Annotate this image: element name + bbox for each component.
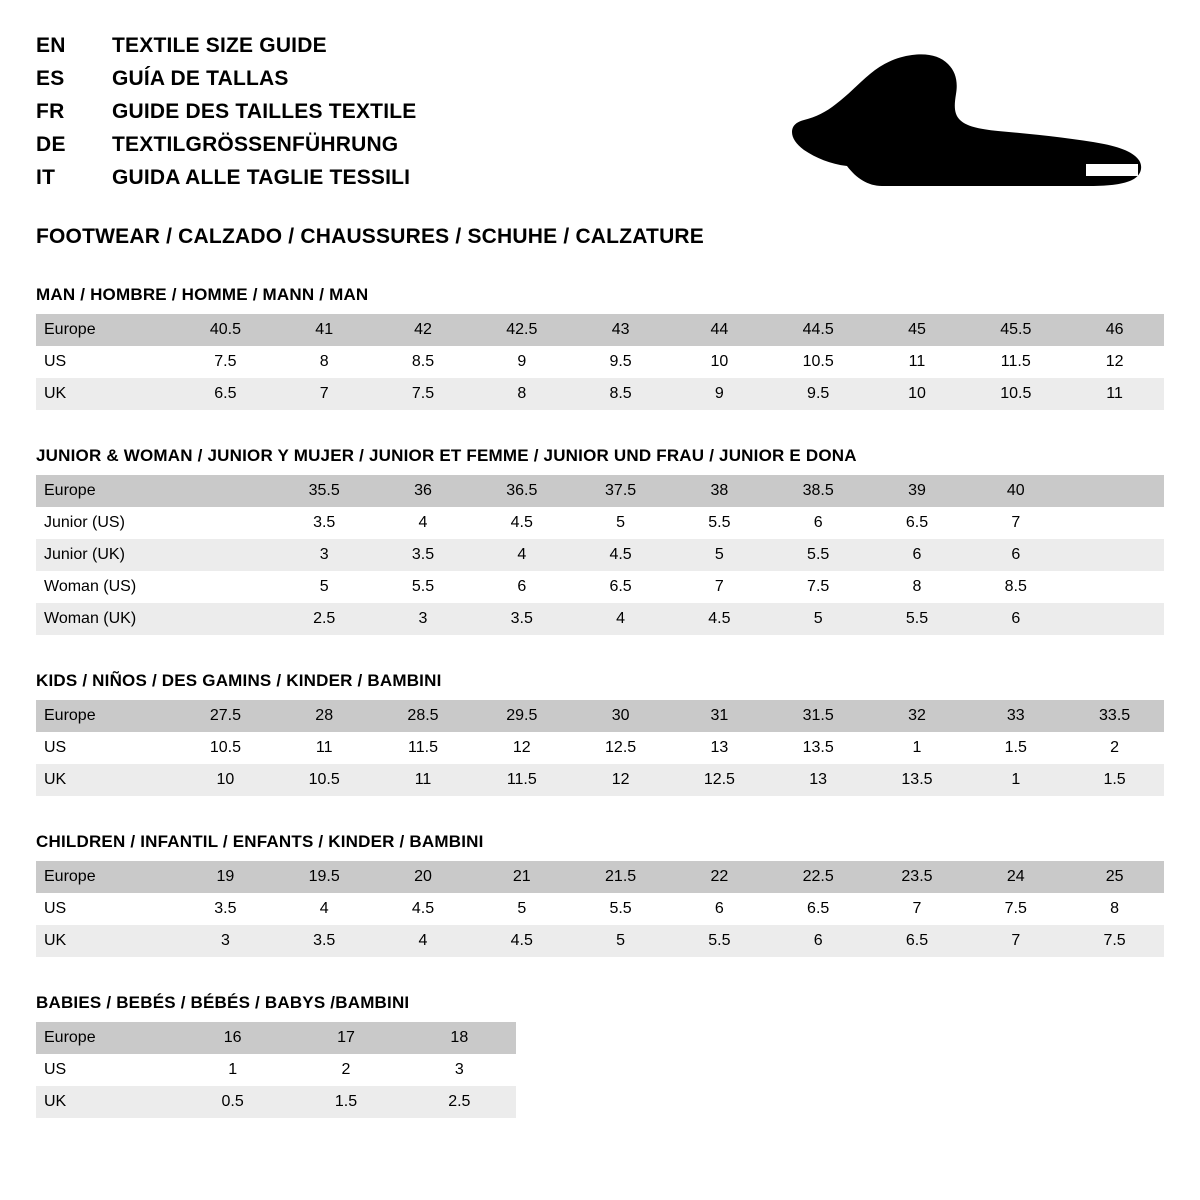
table-row	[36, 1054, 516, 1086]
cell: 13.5	[868, 764, 967, 796]
table-row	[36, 475, 1164, 507]
cell: 7.5	[1065, 925, 1164, 957]
cell: 3	[403, 1054, 516, 1086]
cell: 4	[571, 603, 670, 635]
cell: 0.5	[176, 1086, 289, 1118]
cell: 6	[670, 893, 769, 925]
cell: 3	[176, 925, 275, 957]
cell: 11	[868, 346, 967, 378]
cell: 10.5	[966, 378, 1065, 410]
cell: 1	[966, 764, 1065, 796]
cell: 2	[1065, 732, 1164, 764]
cell: 6	[966, 539, 1065, 571]
cell: 12.5	[571, 732, 670, 764]
cell: 2.5	[403, 1086, 516, 1118]
cell: 39	[868, 475, 967, 507]
table-row	[36, 571, 1164, 603]
cell: 36	[374, 475, 473, 507]
cell: 42.5	[472, 314, 571, 346]
cell: 11	[1065, 378, 1164, 410]
cell: 5	[472, 893, 571, 925]
cell: 10.5	[275, 764, 374, 796]
cell: 45.5	[966, 314, 1065, 346]
row-label: Europe	[36, 861, 176, 893]
cell: 45	[868, 314, 967, 346]
cell: 31	[670, 700, 769, 732]
cell: 12	[1065, 346, 1164, 378]
section-title: BABIES / BEBÉS / BÉBÉS / BABYS /BAMBINI	[36, 993, 410, 1012]
cell: 19	[176, 861, 275, 893]
cell: 7	[670, 571, 769, 603]
table-row	[36, 378, 1164, 410]
cell: 6	[868, 539, 967, 571]
section-title: JUNIOR & WOMAN / JUNIOR Y MUJER / JUNIOR ET FEMME / JUNIOR UND FRAU / JUNIOR E DONA	[36, 446, 857, 465]
cell: 11.5	[374, 732, 473, 764]
dress-shoe-icon	[786, 52, 1146, 192]
row-label: US	[36, 732, 176, 764]
cell: 40	[966, 475, 1065, 507]
cell: 5.5	[571, 893, 670, 925]
section-children	[36, 832, 1164, 957]
cell: 8.5	[966, 571, 1065, 603]
cell: 23.5	[868, 861, 967, 893]
cell	[176, 539, 275, 571]
cell	[1065, 539, 1164, 571]
cell: 7	[275, 378, 374, 410]
cell: 22	[670, 861, 769, 893]
cell: 4.5	[670, 603, 769, 635]
cell: 31.5	[769, 700, 868, 732]
row-label: UK	[36, 1086, 176, 1118]
size-table-junior-woman	[36, 475, 1164, 635]
cell: 7	[966, 925, 1065, 957]
cell: 5.5	[670, 507, 769, 539]
cell: 29.5	[472, 700, 571, 732]
cell: 3.5	[472, 603, 571, 635]
cell	[176, 475, 275, 507]
section-man	[36, 285, 1164, 410]
cell: 20	[374, 861, 473, 893]
row-label: UK	[36, 378, 176, 410]
cell: 38	[670, 475, 769, 507]
cell: 1.5	[289, 1086, 402, 1118]
row-label: UK	[36, 764, 176, 796]
cell: 9	[472, 346, 571, 378]
cell: 7	[868, 893, 967, 925]
cell: 3.5	[275, 507, 374, 539]
table-row	[36, 539, 1164, 571]
row-label: Junior (UK)	[36, 539, 176, 571]
cell: 10.5	[769, 346, 868, 378]
language-code: EN	[36, 34, 66, 57]
table-row	[36, 861, 1164, 893]
cell: 4	[472, 539, 571, 571]
row-label: US	[36, 893, 176, 925]
cell: 11	[374, 764, 473, 796]
cell: 8	[472, 378, 571, 410]
cell: 12	[472, 732, 571, 764]
cell: 30	[571, 700, 670, 732]
row-label: Woman (UK)	[36, 603, 176, 635]
table-row	[36, 764, 1164, 796]
header	[36, 34, 1164, 249]
language-code: IT	[36, 166, 56, 189]
table-row	[36, 700, 1164, 732]
cell	[176, 603, 275, 635]
row-label: US	[36, 346, 176, 378]
cell: 35.5	[275, 475, 374, 507]
cell: 5.5	[670, 925, 769, 957]
cell: 9.5	[571, 346, 670, 378]
row-label: US	[36, 1054, 176, 1086]
language-title: TEXTILE SIZE GUIDE	[112, 34, 327, 57]
cell: 28.5	[374, 700, 473, 732]
cell: 10.5	[176, 732, 275, 764]
cell: 44	[670, 314, 769, 346]
cell: 8.5	[374, 346, 473, 378]
cell: 10	[176, 764, 275, 796]
cell: 3.5	[275, 925, 374, 957]
cell: 6.5	[868, 507, 967, 539]
cell: 4	[374, 925, 473, 957]
cell: 28	[275, 700, 374, 732]
cell: 1.5	[1065, 764, 1164, 796]
cell: 27.5	[176, 700, 275, 732]
section-junior-woman	[36, 446, 1164, 635]
cell: 6	[966, 603, 1065, 635]
table-row	[36, 507, 1164, 539]
section-title: CHILDREN / INFANTIL / ENFANTS / KINDER / BAMBINI	[36, 832, 484, 851]
cell: 12	[571, 764, 670, 796]
table-row	[36, 1086, 516, 1118]
cell: 8.5	[571, 378, 670, 410]
cell: 6.5	[769, 893, 868, 925]
cell: 4.5	[374, 893, 473, 925]
cell: 4.5	[472, 507, 571, 539]
language-title: TEXTILGRÖSSENFÜHRUNG	[112, 133, 399, 156]
cell: 11.5	[472, 764, 571, 796]
cell: 7.5	[769, 571, 868, 603]
cell: 6	[472, 571, 571, 603]
cell: 8	[868, 571, 967, 603]
cell: 44.5	[769, 314, 868, 346]
cell: 7	[966, 507, 1065, 539]
section-title: KIDS / NIÑOS / DES GAMINS / KINDER / BAMBINI	[36, 671, 442, 690]
row-label: Europe	[36, 314, 176, 346]
section-babies	[36, 993, 1164, 1118]
cell: 5	[571, 507, 670, 539]
cell: 13.5	[769, 732, 868, 764]
table-row	[36, 314, 1164, 346]
cell: 6.5	[176, 378, 275, 410]
cell: 4.5	[472, 925, 571, 957]
cell: 13	[670, 732, 769, 764]
cell: 12.5	[670, 764, 769, 796]
row-label: Europe	[36, 1022, 176, 1054]
cell: 6.5	[868, 925, 967, 957]
cell: 5.5	[374, 571, 473, 603]
cell: 40.5	[176, 314, 275, 346]
cell: 3	[275, 539, 374, 571]
table-row	[36, 603, 1164, 635]
cell: 7.5	[374, 378, 473, 410]
cell: 13	[769, 764, 868, 796]
cell	[1065, 603, 1164, 635]
cell: 32	[868, 700, 967, 732]
table-row	[36, 1022, 516, 1054]
language-code: ES	[36, 67, 65, 90]
cell: 11.5	[966, 346, 1065, 378]
cell: 18	[403, 1022, 516, 1054]
language-code: FR	[36, 100, 65, 123]
cell: 42	[374, 314, 473, 346]
section-title: MAN / HOMBRE / HOMME / MANN / MAN	[36, 285, 369, 304]
cell: 21.5	[571, 861, 670, 893]
cell: 1	[176, 1054, 289, 1086]
table-row	[36, 893, 1164, 925]
cell	[176, 507, 275, 539]
cell: 6	[769, 507, 868, 539]
row-label: Junior (US)	[36, 507, 176, 539]
language-title: GUIDA ALLE TAGLIE TESSILI	[112, 166, 411, 189]
cell: 11	[275, 732, 374, 764]
size-table-kids	[36, 700, 1164, 796]
cell: 4	[275, 893, 374, 925]
cell: 10	[868, 378, 967, 410]
table-row	[36, 346, 1164, 378]
cell: 5.5	[769, 539, 868, 571]
cell: 4.5	[571, 539, 670, 571]
language-title: GUIDE DES TAILLES TEXTILE	[112, 100, 417, 123]
size-table-babies	[36, 1022, 516, 1118]
cell: 2.5	[275, 603, 374, 635]
cell: 5	[670, 539, 769, 571]
cell: 5.5	[868, 603, 967, 635]
cell: 3	[374, 603, 473, 635]
cell: 33.5	[1065, 700, 1164, 732]
cell	[1065, 475, 1164, 507]
row-label: Europe	[36, 700, 176, 732]
cell: 6	[769, 925, 868, 957]
cell: 8	[275, 346, 374, 378]
cell	[176, 571, 275, 603]
cell: 7.5	[176, 346, 275, 378]
cell: 22.5	[769, 861, 868, 893]
cell: 38.5	[769, 475, 868, 507]
cell: 17	[289, 1022, 402, 1054]
cell: 6.5	[571, 571, 670, 603]
cell: 8	[1065, 893, 1164, 925]
cell: 5	[275, 571, 374, 603]
table-row	[36, 925, 1164, 957]
cell: 1.5	[966, 732, 1065, 764]
cell: 43	[571, 314, 670, 346]
language-code: DE	[36, 133, 66, 156]
section-kids	[36, 671, 1164, 796]
cell: 9	[670, 378, 769, 410]
cell: 24	[966, 861, 1065, 893]
cell: 41	[275, 314, 374, 346]
row-label: UK	[36, 925, 176, 957]
language-title: GUÍA DE TALLAS	[112, 67, 289, 90]
cell: 10	[670, 346, 769, 378]
cell: 1	[868, 732, 967, 764]
cell: 25	[1065, 861, 1164, 893]
cell: 9.5	[769, 378, 868, 410]
cell	[1065, 571, 1164, 603]
cell: 19.5	[275, 861, 374, 893]
cell: 5	[571, 925, 670, 957]
cell: 36.5	[472, 475, 571, 507]
cell: 3.5	[374, 539, 473, 571]
cell: 16	[176, 1022, 289, 1054]
row-label: Europe	[36, 475, 176, 507]
cell: 33	[966, 700, 1065, 732]
table-row	[36, 732, 1164, 764]
cell: 7.5	[966, 893, 1065, 925]
cell: 4	[374, 507, 473, 539]
size-table-man	[36, 314, 1164, 410]
cell: 2	[289, 1054, 402, 1086]
cell: 3.5	[176, 893, 275, 925]
size-table-children	[36, 861, 1164, 957]
footwear-subtitle: FOOTWEAR / CALZADO / CHAUSSURES / SCHUHE / CALZATURE	[36, 225, 705, 248]
cell: 5	[769, 603, 868, 635]
cell: 37.5	[571, 475, 670, 507]
row-label: Woman (US)	[36, 571, 176, 603]
cell: 46	[1065, 314, 1164, 346]
cell	[1065, 507, 1164, 539]
cell: 21	[472, 861, 571, 893]
